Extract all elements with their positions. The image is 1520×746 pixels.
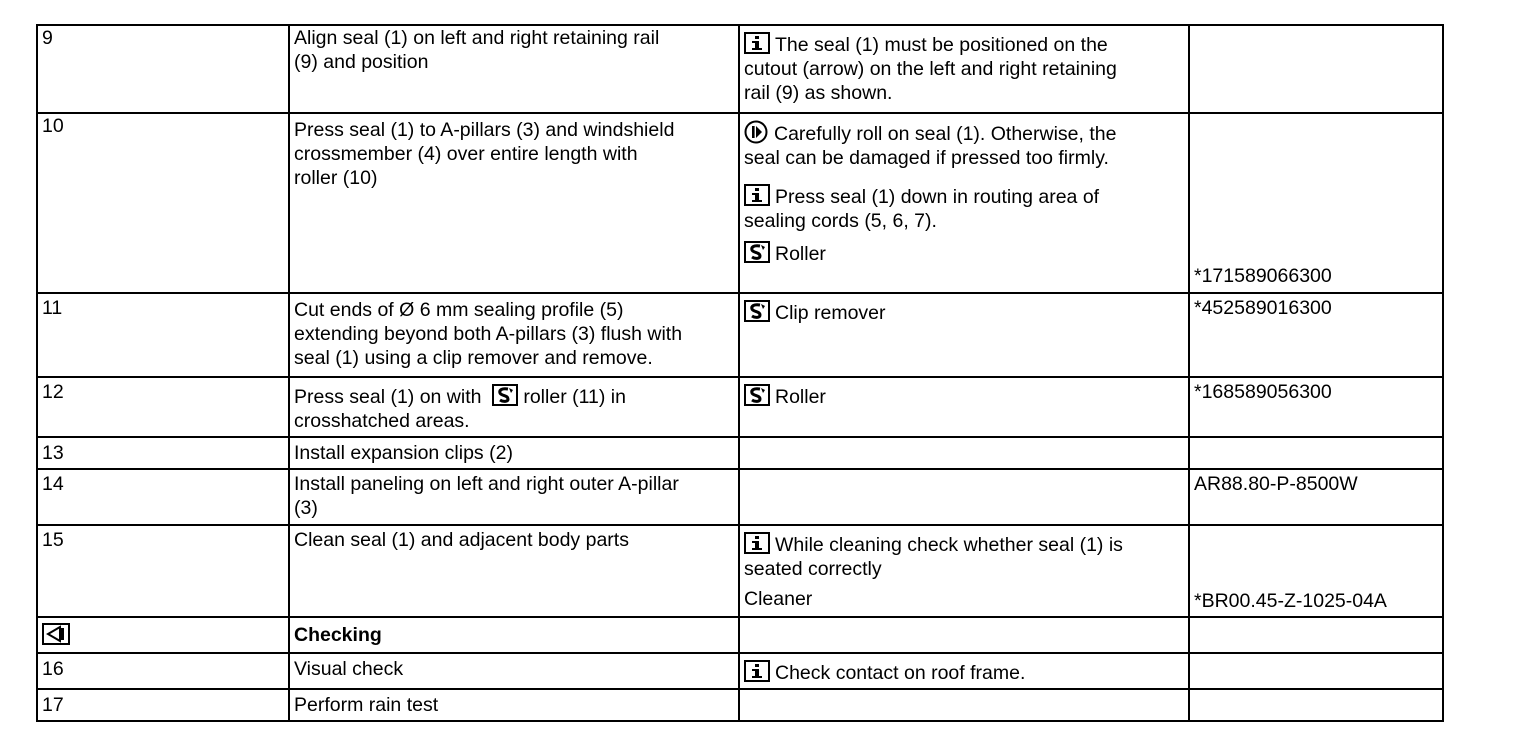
step-action: Press seal (1) on with roller (11) in crosshatched areas.	[289, 377, 739, 437]
special-tool-icon	[492, 384, 518, 406]
table-row	[37, 653, 1443, 689]
special-tool-icon	[744, 300, 770, 322]
table-row	[37, 293, 1443, 377]
step-notes	[739, 617, 1189, 653]
step-action: Install paneling on left and right outer A-pillar (3)	[289, 469, 739, 525]
step-action: Visual check	[289, 653, 739, 689]
step-action: Perform rain test	[289, 689, 739, 721]
table-row	[37, 377, 1443, 437]
step-action: Align seal (1) on left and right retaining rail (9) and position	[289, 25, 739, 113]
reference: *BR00.45-Z-1025-04A	[1189, 525, 1443, 617]
table-row	[37, 469, 1443, 525]
reference	[1189, 25, 1443, 113]
table-row	[37, 525, 1443, 617]
table-row	[37, 689, 1443, 721]
reference	[1189, 653, 1443, 689]
step-notes: Carefully roll on seal (1). Otherwise, the seal can be damaged if pressed too firmly. Press seal (1) down in routing area of sealing cords (5, 6, 7). Roller	[739, 113, 1189, 293]
step-number: 9	[37, 25, 289, 113]
step-number: 12	[37, 377, 289, 437]
step-number: 13	[37, 437, 289, 469]
step-number: 15	[37, 525, 289, 617]
step-notes: Roller	[739, 377, 1189, 437]
table-row	[37, 437, 1443, 469]
step-action: Clean seal (1) and adjacent body parts	[289, 525, 739, 617]
reference	[1189, 689, 1443, 721]
step-number: 16	[37, 653, 289, 689]
step-notes: While cleaning check whether seal (1) is seated correctly Cleaner	[739, 525, 1189, 617]
checking-section-icon	[42, 623, 70, 645]
reference: *171589066300	[1189, 113, 1443, 293]
step-number: 17	[37, 689, 289, 721]
step-notes: Clip remover	[739, 293, 1189, 377]
table-row	[37, 617, 1443, 653]
section-heading: Checking	[289, 617, 739, 653]
step-notes: Check contact on roof frame.	[739, 653, 1189, 689]
step-notes	[739, 469, 1189, 525]
reference	[1189, 617, 1443, 653]
table-row	[37, 113, 1443, 293]
step-number: 10	[37, 113, 289, 293]
info-icon	[744, 660, 770, 682]
special-tool-icon	[744, 241, 770, 263]
info-icon	[744, 184, 770, 206]
material-name: Cleaner	[744, 588, 813, 610]
step-number: 11	[37, 293, 289, 377]
caution-icon	[744, 120, 768, 144]
step-notes	[739, 437, 1189, 469]
special-tool-icon	[744, 384, 770, 406]
section-icon-cell	[37, 617, 289, 653]
step-notes	[739, 689, 1189, 721]
table-row	[37, 25, 1443, 113]
reference: AR88.80-P-8500W	[1189, 469, 1443, 525]
reference: *168589056300	[1189, 377, 1443, 437]
procedure-table	[36, 24, 1444, 722]
step-number: 14	[37, 469, 289, 525]
info-icon	[744, 32, 770, 54]
step-notes: The seal (1) must be positioned on the cutout (arrow) on the left and right retaining rail (9) as shown.	[739, 25, 1189, 113]
reference: *452589016300	[1189, 293, 1443, 377]
info-icon	[744, 532, 770, 554]
reference	[1189, 437, 1443, 469]
step-action: Cut ends of Ø 6 mm sealing profile (5) extending beyond both A-pillars (3) flush with seal (1) using a clip remover and remove.	[289, 293, 739, 377]
step-action: Press seal (1) to A-pillars (3) and windshield crossmember (4) over entire length with roller (10)	[289, 113, 739, 293]
step-action: Install expansion clips (2)	[289, 437, 739, 469]
